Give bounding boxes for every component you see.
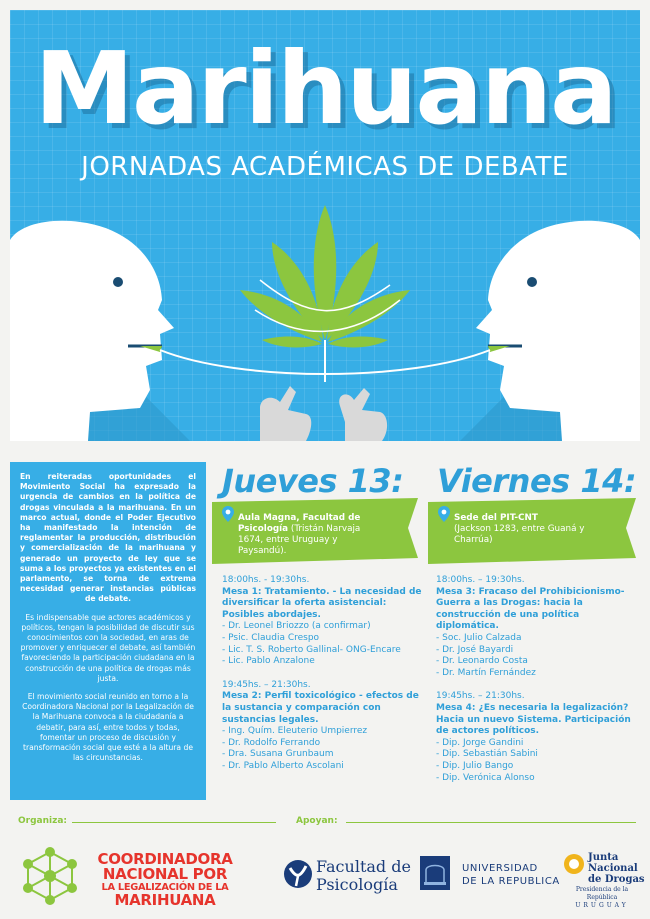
divider bbox=[346, 822, 636, 823]
intro-panel bbox=[10, 462, 206, 800]
thursday-venue-detail: (Tristán Narvaja 1674, entre Uruguay y Paysandú). bbox=[238, 524, 361, 556]
coordinadora-line: NACIONAL POR bbox=[102, 865, 228, 883]
friday-venue-detail: (Jackson 1283, entre Guaná y Charrúa) bbox=[454, 524, 585, 545]
friday-schedule bbox=[436, 575, 640, 796]
udelar-logo-icon bbox=[420, 856, 450, 890]
session-title: Mesa 4: ¿Es necesaria la legalización? Hacia un nuevo Sistema. Participación de actores políticos. bbox=[436, 702, 631, 737]
speaker-item: - Dip. Verónica Alonso bbox=[436, 772, 535, 783]
friday-title: Viernes 14: bbox=[437, 462, 637, 500]
coordinadora-line: COORDINADORA bbox=[97, 850, 233, 868]
jnd-line: Junta bbox=[588, 852, 619, 863]
speaker-item: - Lic. T. S. Roberto Gallinal- ONG-Encare bbox=[222, 644, 401, 655]
session-block bbox=[436, 691, 640, 784]
apoyan-label: Apoyan: bbox=[296, 816, 338, 826]
intro-paragraph-2: Es indispensable que actores académicos y políticos, tengan la posibilidad de discutir sus conocimientos con la sociedad, en aras de promover y enriquecer el debate, así también favoreciendo la participación ciudadana en la construcción de una política de drogas más justa. bbox=[20, 612, 196, 683]
facultad-line: Facultad de bbox=[316, 857, 411, 876]
session-block bbox=[222, 680, 422, 773]
jnd-sub-line: URUGUAY bbox=[575, 902, 629, 909]
speaker-item: - Dr. Leonel Briozzo (a confirmar) bbox=[222, 621, 371, 632]
intro-paragraph-3: El movimiento social reunido en torno a la Coordinadora Nacional por la Legalización de la Marihuana convoca a la ciudadanía a debatir, para así, entre todos y todas, fomentar un proceso de discusión y transformación social que esté a la altura de las circunstancias. bbox=[22, 692, 194, 763]
speaker-item: - Dr. Pablo Alberto Ascolani bbox=[222, 760, 344, 771]
speaker-item: - Lic. Pablo Anzalone bbox=[222, 656, 315, 667]
facultad-psicologia-text bbox=[316, 858, 411, 894]
thursday-venue bbox=[238, 513, 388, 557]
speaker-item: - Ing. Quím. Eleuterio Umpierrez bbox=[222, 726, 368, 737]
speaker-item: - Psic. Claudia Crespo bbox=[222, 632, 320, 643]
friday-venue bbox=[454, 513, 594, 546]
friday-venue-name: Sede del PIT-CNT bbox=[454, 513, 538, 523]
thursday-venue-name: Aula Magna, Facultad de Psicología bbox=[238, 513, 361, 534]
speaker-item: - Dra. Susana Grunbaum bbox=[222, 749, 334, 760]
right-hand-icon bbox=[339, 388, 387, 441]
left-hand-icon bbox=[260, 386, 311, 441]
coordinadora-line: LA LEGALIZACIÓN DE LA bbox=[101, 882, 229, 893]
coordinadora-logo-icon bbox=[24, 848, 76, 904]
udelar-text bbox=[462, 862, 560, 888]
jnd-subtext bbox=[562, 886, 642, 910]
speaker-item: - Dr. José Bayardi bbox=[436, 644, 514, 655]
session-block bbox=[222, 575, 422, 668]
hero-banner bbox=[10, 10, 640, 441]
thursday-schedule bbox=[222, 575, 422, 785]
intro-paragraph-1: En reiteradas oportunidades el Movimiento Social ha expresado la urgencia de cambios en la política de drogas vinculada a la marihuana. En un marco actual, donde el Poder Ejecutivo ha manifestado la intención de reglamentar la producción, distribución y comercialización de la marihuana y generado un proyecto de ley que se suma a los proyectos ya existentes en el parlamento, se torna de extrema necesidad generar instancias públicas de debate. bbox=[20, 472, 196, 604]
jnd-sun-icon bbox=[564, 854, 584, 874]
udelar-line: UNIVERSIDAD bbox=[462, 863, 538, 874]
jnd-sub-line: Presidencia de la República bbox=[575, 886, 629, 901]
hero-subtitle: JORNADAS ACADÉMICAS DE DEBATE bbox=[81, 152, 569, 182]
speaker-item: - Dr. Rodolfo Ferrando bbox=[222, 737, 321, 748]
thursday-title: Jueves 13: bbox=[222, 462, 404, 500]
jnd-text bbox=[588, 852, 645, 885]
facultad-line: Psicología bbox=[316, 875, 398, 894]
cannabis-leaf-icon bbox=[240, 205, 410, 382]
organiza-label: Organiza: bbox=[18, 816, 68, 826]
speaker-item: - Dip. Sebastián Sabini bbox=[436, 749, 538, 760]
udelar-line: DE LA REPUBLICA bbox=[462, 876, 560, 887]
location-pin-icon bbox=[438, 506, 450, 522]
session-time: 18:00hs. - 19:30hs. bbox=[222, 575, 310, 585]
coordinadora-line: MARIHUANA bbox=[114, 891, 216, 909]
divider bbox=[72, 822, 276, 823]
speaker-item: - Soc. Julio Calzada bbox=[436, 632, 522, 643]
speaker-item: - Dip. Julio Bango bbox=[436, 760, 514, 771]
speaker-item: - Dip. Jorge Gandini bbox=[436, 737, 524, 748]
speaker-item: - Dr. Martín Fernández bbox=[436, 667, 536, 678]
jnd-line: de Drogas bbox=[588, 874, 645, 885]
coordinadora-text bbox=[90, 852, 240, 908]
session-time: 19:45hs. – 21:30hs. bbox=[222, 679, 311, 690]
session-time: 18:00hs. – 19:30hs. bbox=[436, 575, 525, 585]
session-title: Mesa 2: Perfil toxicológico - efectos de la sustancia y comparación con sustancias legales. bbox=[222, 691, 419, 725]
session-block bbox=[436, 575, 640, 679]
location-pin-icon bbox=[222, 506, 234, 522]
session-title: Mesa 3: Fracaso del Prohibicionismo-Guerra a las Drogas: hacia la construcción de una política diplomática. bbox=[436, 586, 625, 632]
hero-title: Marihuana bbox=[34, 30, 616, 147]
session-time: 19:45hs. – 21:30hs. bbox=[436, 691, 525, 702]
jnd-line: Nacional bbox=[588, 863, 638, 874]
facultad-psicologia-logo-icon bbox=[284, 860, 312, 888]
speaker-item: - Dr. Leonardo Costa bbox=[436, 656, 528, 667]
session-title: Mesa 1: Tratamiento. - La necesidad de diversificar la oferta asistencial: Posibles abordajes. bbox=[222, 586, 422, 620]
